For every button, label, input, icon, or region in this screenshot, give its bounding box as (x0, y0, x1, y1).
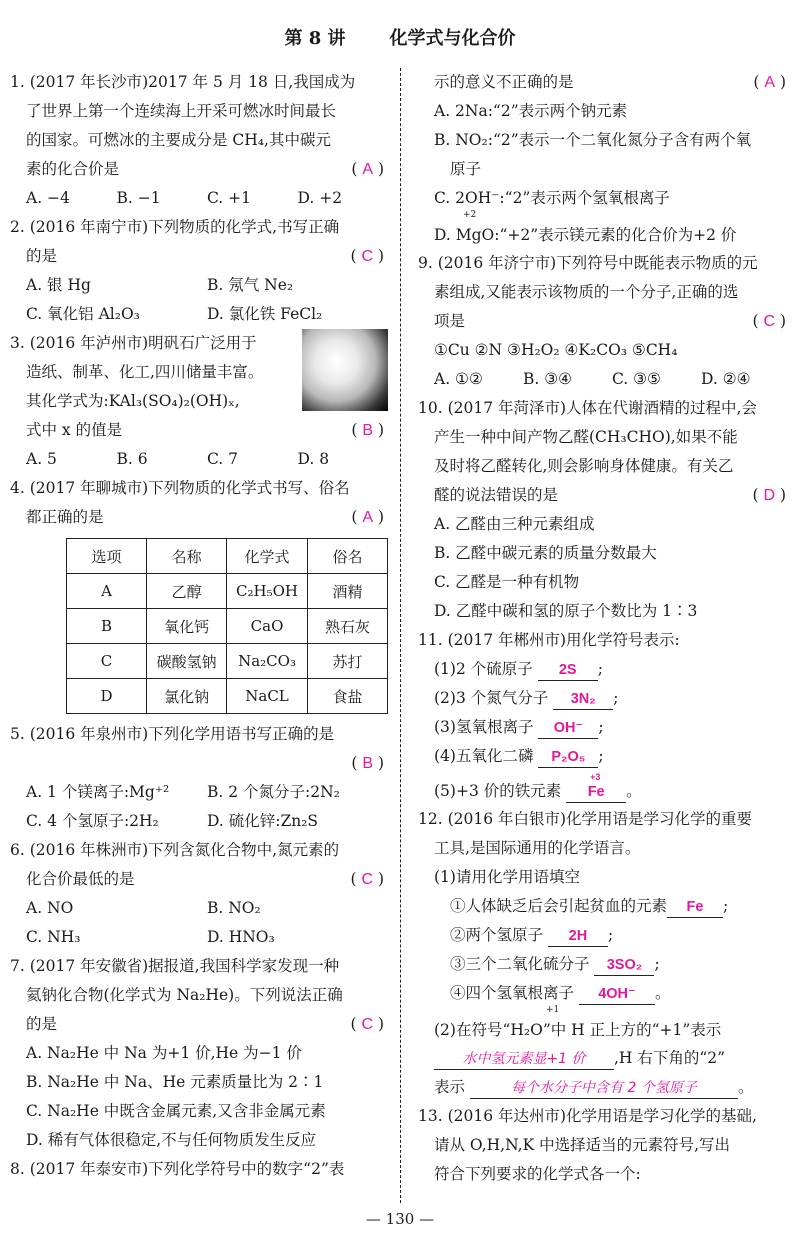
q8-line: 示的意义不正确的是 ( A ) (418, 68, 790, 97)
q12-sub: (1)请用化学用语填空 (434, 868, 580, 886)
q4-answer: ( A ) (351, 508, 384, 526)
q11-item: (5)+3 价的铁元素 +3 Fe 。 (418, 771, 790, 805)
q2-line: 的是 ( C ) (10, 242, 388, 271)
q10-line: 及时将乙醛转化,则会影响身体健康。有关乙 (434, 457, 734, 475)
q6-line: 6. (2016 年株洲市)下列含氮化合物中,氮元素的 (10, 841, 340, 859)
q6-options: C. NH₃ D. HNO₃ (26, 928, 275, 946)
q8-option-cont: 原子 (450, 160, 482, 178)
q3-line: 3. (2016 年泸州市)明矾石广泛用于 (10, 334, 257, 352)
q7-option: B. Na₂He 中 Na、He 元素质量比为 2∶1 (26, 1073, 324, 1091)
q13-line: 符合下列要求的化学式各一个: (434, 1165, 641, 1183)
q10-line: 醛的说法错误的是 ( D ) (418, 481, 790, 510)
q12-line: 12. (2016 年白银市)化学用语是学习化学的重要 (418, 810, 753, 828)
q1-line: 的国家。可燃冰的主要成分是 CH₄,其中碳元 (26, 131, 331, 149)
q1-answer: ( A ) (351, 160, 384, 178)
q11-item: (3)氢氧根离子 OH⁻ ; (418, 713, 790, 742)
q12-part2: 表示 每个水分子中含有 2 个氢原子 。 (418, 1073, 790, 1102)
table-row: A 乙醇 C₂H₅OH 酒精 (67, 574, 388, 609)
q9-line: 素组成,又能表示该物质的一个分子,正确的选 (434, 283, 739, 301)
q8-answer: ( A ) (753, 73, 786, 91)
q5-answer: ( B ) (351, 754, 384, 772)
right-column (418, 68, 790, 1189)
q10-option: A. 乙醛由三种元素组成 (434, 515, 595, 533)
lecture-number: 第 8 讲 (284, 28, 346, 49)
q6-options: A. NO B. NO₂ (26, 899, 261, 917)
q7-option: D. 稀有气体很稳定,不与任何物质发生反应 (26, 1131, 317, 1149)
q7-option: C. Na₂He 中既含金属元素,又含非金属元素 (26, 1102, 326, 1120)
q9-line: 项是 ( C ) (418, 307, 790, 336)
q1-stem-end: 素的化合价是 (26, 160, 120, 178)
q2-options: C. 氧化铝 Al₂O₃ D. 氯化铁 FeCl₂ (26, 305, 323, 323)
q2-options: A. 银 Hg B. 氖气 Ne₂ (26, 276, 294, 294)
q7-line: 的是 ( C ) (10, 1010, 388, 1039)
q12-part2: 水中氢元素显+1 价 ,H 右下角的“2” (418, 1044, 790, 1073)
q8-option: C. 2OH⁻:“2”表示两个氢氧根离子 (434, 189, 670, 207)
q11-line: 11. (2017 年郴州市)用化学符号表示: (418, 631, 680, 649)
q10-line: 产生一种中间产物乙醛(CH₃CHO),如果不能 (434, 428, 738, 446)
q9-answer: ( C ) (752, 312, 786, 330)
q10-line: 10. (2017 年菏泽市)人体在代谢酒精的过程中,会 (418, 399, 757, 417)
q13-line: 13. (2016 年达州市)化学用语是学习化学的基础, (418, 1107, 757, 1125)
q11-item: (2)3 个氮气分子 3N₂ ; (418, 684, 790, 713)
q6-answer: ( C ) (350, 870, 384, 888)
q12-item: ②两个氢原子 2H ; (418, 921, 790, 950)
q12-item: ④四个氢氧根离子 4OH⁻ 。 (418, 979, 790, 1008)
q7-line: 氦钠化合物(化学式为 Na₂He)。下列说法正确 (26, 986, 343, 1004)
q3-answer: ( B ) (351, 421, 384, 439)
q3-block (10, 329, 388, 445)
q5-line: 5. (2016 年泉州市)下列化学用语书写正确的是 (10, 725, 335, 743)
q1-line (10, 155, 388, 184)
q6-line: 化合价最低的是 ( C ) (10, 865, 388, 894)
q1-line: 1. (2017 年长沙市)2017 年 5 月 18 日,我国成为 (10, 73, 356, 91)
q11-item: (1)2 个硫原子 2S ; (418, 655, 790, 684)
q7-option: A. Na₂He 中 Na 为+1 价,He 为−1 价 (26, 1044, 302, 1062)
q10-option: B. 乙醛中碳元素的质量分数最大 (434, 544, 657, 562)
table-row: C 碳酸氢钠 Na₂CO₃ 苏打 (67, 644, 388, 679)
q12-item: ①人体缺乏后会引起贫血的元素 Fe ; (418, 892, 790, 921)
q3-line: 其化学式为:KAl₃(SO₄)₂(OH)ₓ, (26, 392, 240, 410)
q10-option: C. 乙醛是一种有机物 (434, 573, 580, 591)
table-row: 选项 名称 化学式 俗名 (67, 539, 388, 574)
q3-options: A. 5 B. 6 C. 7 D. 8 (26, 450, 330, 468)
q9-line: 9. (2016 年济宁市)下列符号中既能表示物质的元 (418, 254, 758, 272)
q3-line: 式中 x 的值是 ( B ) (10, 416, 388, 445)
q13-line: 请从 O,H,N,K 中选择适当的元素符号,写出 (434, 1136, 731, 1154)
q9-symbols: ①Cu ②N ③H₂O₂ ④K₂CO₃ ⑤CH₄ (434, 341, 678, 359)
q4-line: 都正确的是 ( A ) (10, 503, 388, 532)
q2-line: 2. (2016 年南宁市)下列物质的化学式,书写正确 (10, 218, 340, 236)
q7-answer: ( C ) (350, 1015, 384, 1033)
q7-line: 7. (2017 年安徽省)据报道,我国科学家发现一种 (10, 957, 340, 975)
q4-table (66, 538, 388, 714)
q8-option: A. 2Na:“2”表示两个钠元素 (434, 102, 628, 120)
q12-line: 工具,是国际通用的化学语言。 (434, 839, 641, 857)
q4-line: 4. (2017 年聊城市)下列物质的化学式书写、俗名 (10, 479, 350, 497)
q5-options: A. 1 个镁离子:Mg⁺² B. 2 个氮分子:2N₂ (26, 783, 340, 801)
table-row: B 氧化钙 CaO 熟石灰 (67, 609, 388, 644)
q9-options: A. ①② B. ③④ C. ③⑤ D. ②④ (434, 370, 751, 388)
q1-line: 了世界上第一个连续海上开采可燃冰时间最长 (26, 102, 337, 120)
table-row: D 氯化钠 NaCL 食盐 (67, 679, 388, 714)
q2-answer: ( C ) (350, 247, 384, 265)
q1-options: A. −4 B. −1 C. +1 D. +2 (26, 189, 343, 207)
q8-option-d: +2 D. MgO:“+2”表示镁元素的化合价为+2 价 (434, 210, 737, 244)
q8-option: B. NO₂:“2”表示一个二氧化氮分子含有两个氧 (434, 131, 752, 149)
q5-options: C. 4 个氢原子:2H₂ D. 硫化锌:Zn₂S (26, 812, 319, 830)
q10-option: D. 乙醛中碳和氢的原子个数比为 1∶3 (434, 602, 698, 620)
q11-item: (4)五氧化二磷 P₂O₅ ; (418, 742, 790, 771)
page-title (0, 24, 800, 50)
lecture-topic: 化学式与化合价 (389, 28, 516, 49)
q10-answer: ( D ) (752, 486, 786, 504)
left-column (10, 68, 388, 1184)
q8-line: 8. (2017 年泰安市)下列化学符号中的数字“2”表 (10, 1160, 345, 1178)
page-number: — 130 — (365, 1210, 435, 1228)
q12-item: ③三个二氧化硫分子 3SO₂ ; (418, 950, 790, 979)
column-divider (400, 68, 401, 1203)
q3-line: 造纸、制革、化工,四川储量丰富。 (26, 363, 264, 381)
q12-part2: +1 (2)在符号“H₂O”中 H 正上方的“+1”表示 (434, 1005, 722, 1039)
q5-answer-line (10, 749, 388, 778)
